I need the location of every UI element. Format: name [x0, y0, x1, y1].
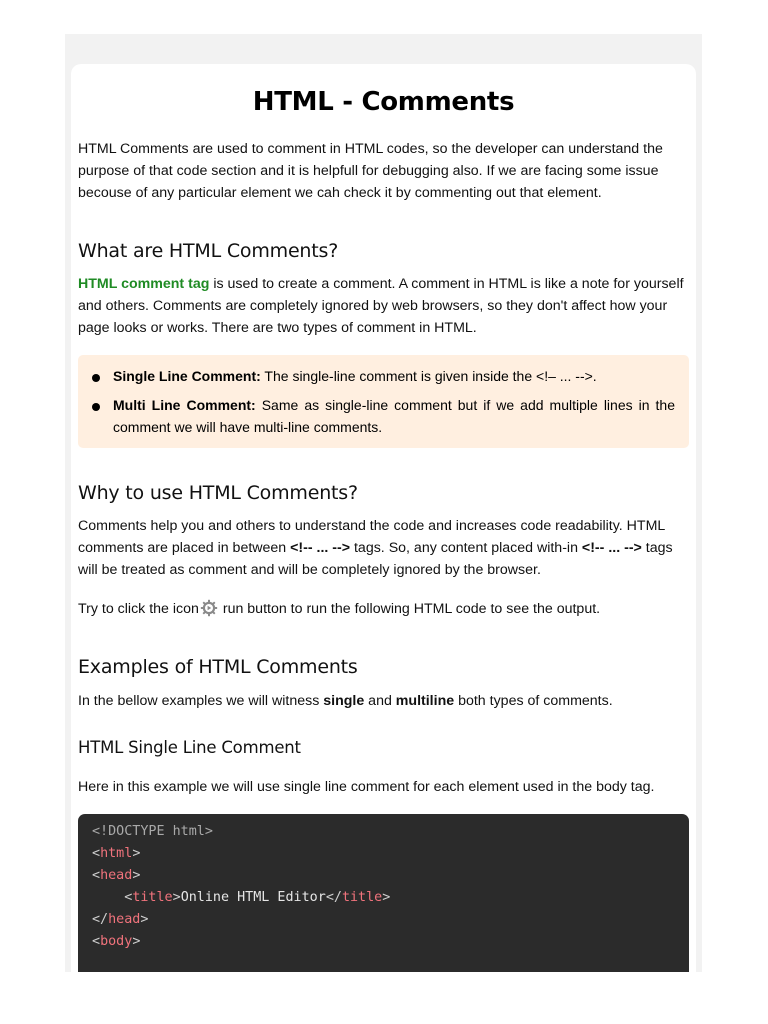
heading-what-are-comments: What are HTML Comments? [78, 240, 339, 262]
code-tag: title [341, 890, 383, 905]
list-item-label: Multi Line Comment: [113, 397, 256, 413]
code-bracket: > [132, 934, 141, 949]
code-tag: body [100, 934, 133, 949]
try-text-1: Try to click the icon [78, 601, 199, 617]
code-bracket: < [92, 846, 101, 861]
code-line [92, 865, 675, 887]
code-indent [92, 890, 124, 905]
code-text: Online HTML Editor [180, 890, 326, 905]
list-item-text: The single-line comment is given inside the <!– ... -->. [260, 368, 597, 384]
examples-text-2: and [364, 693, 396, 709]
code-tag: head [108, 912, 141, 927]
code-line [92, 821, 675, 843]
code-tag: title [132, 890, 173, 905]
heading-why-use-comments: Why to use HTML Comments? [78, 482, 358, 504]
code-line [92, 843, 675, 865]
code-bracket: > [132, 868, 141, 883]
list-item-label: Single Line Comment: [113, 368, 261, 384]
examples-text-1: In the bellow examples we will witness [78, 693, 324, 709]
code-bracket: < [124, 890, 133, 905]
list-item-text: Same as single-line comment but if we add multiple lines in the comment we will have multi-line comments. [113, 397, 676, 435]
examples-text-3: both types of comments. [454, 693, 613, 709]
list-item-multi-line [92, 394, 675, 438]
page-title: HTML - Comments [252, 87, 515, 117]
comment-types-note [78, 355, 689, 448]
why-text-3: tags will be treated as comment and will be completely ignored by the browser. [78, 540, 673, 578]
try-text-2: run button to run the following HTML code to see the output. [218, 601, 601, 617]
why-text-2: tags. So, any content placed with-in [350, 540, 582, 556]
examples-bold-multiline: multiline [395, 693, 455, 709]
html-comment-tag-link[interactable]: HTML comment tag [78, 276, 210, 292]
try-paragraph [78, 598, 689, 620]
code-bracket: > [382, 890, 391, 905]
what-paragraph [78, 273, 689, 339]
comment-syntax: <!-- ... --> [581, 540, 642, 556]
code-line [92, 909, 675, 931]
article-card [71, 64, 696, 972]
why-paragraph [78, 515, 689, 581]
examples-paragraph [78, 690, 689, 712]
code-bracket: > [132, 846, 141, 861]
code-bracket: </ [92, 912, 109, 927]
examples-bold-single: single [323, 693, 365, 709]
code-line [92, 931, 675, 953]
code-tag: head [100, 868, 133, 883]
single-line-paragraph: Here in this example we will use single line comment for each element used in the body tag. [78, 779, 655, 795]
what-paragraph-text: is used to create a comment. A comment in HTML is like a note for yourself and others. Comments are completely ignored by web browsers, so they don't affect how your page looks or works. There are two types of comment in HTML. [78, 276, 684, 336]
code-bracket: > [172, 890, 181, 905]
article-content [78, 64, 689, 972]
code-bracket: </ [325, 890, 342, 905]
why-text-1: Comments help you and others to understand the code and increases code readability. HTML comments are placed in between [78, 518, 665, 556]
intro-paragraph: HTML Comments are used to comment in HTML codes, so the developer can understand the purpose of that code section and it is helpfull for debugging also. If we are facing some issue becouse of any particular element we cah check it by commenting out that element. [78, 141, 663, 201]
heading-single-line-comment: HTML Single Line Comment [78, 738, 301, 757]
heading-examples: Examples of HTML Comments [78, 656, 358, 678]
code-block[interactable] [78, 814, 689, 972]
code-bracket: < [92, 934, 101, 949]
code-doctype: <!DOCTYPE html> [92, 824, 213, 839]
code-bracket: > [140, 912, 149, 927]
comment-types-list [92, 365, 675, 438]
comment-syntax: <!-- ... --> [290, 540, 351, 556]
code-line [92, 887, 675, 909]
code-bracket: < [92, 868, 101, 883]
code-tag: html [100, 846, 133, 861]
list-item-single-line [92, 365, 675, 387]
gear-run-icon [200, 599, 218, 617]
page-background [65, 34, 702, 972]
